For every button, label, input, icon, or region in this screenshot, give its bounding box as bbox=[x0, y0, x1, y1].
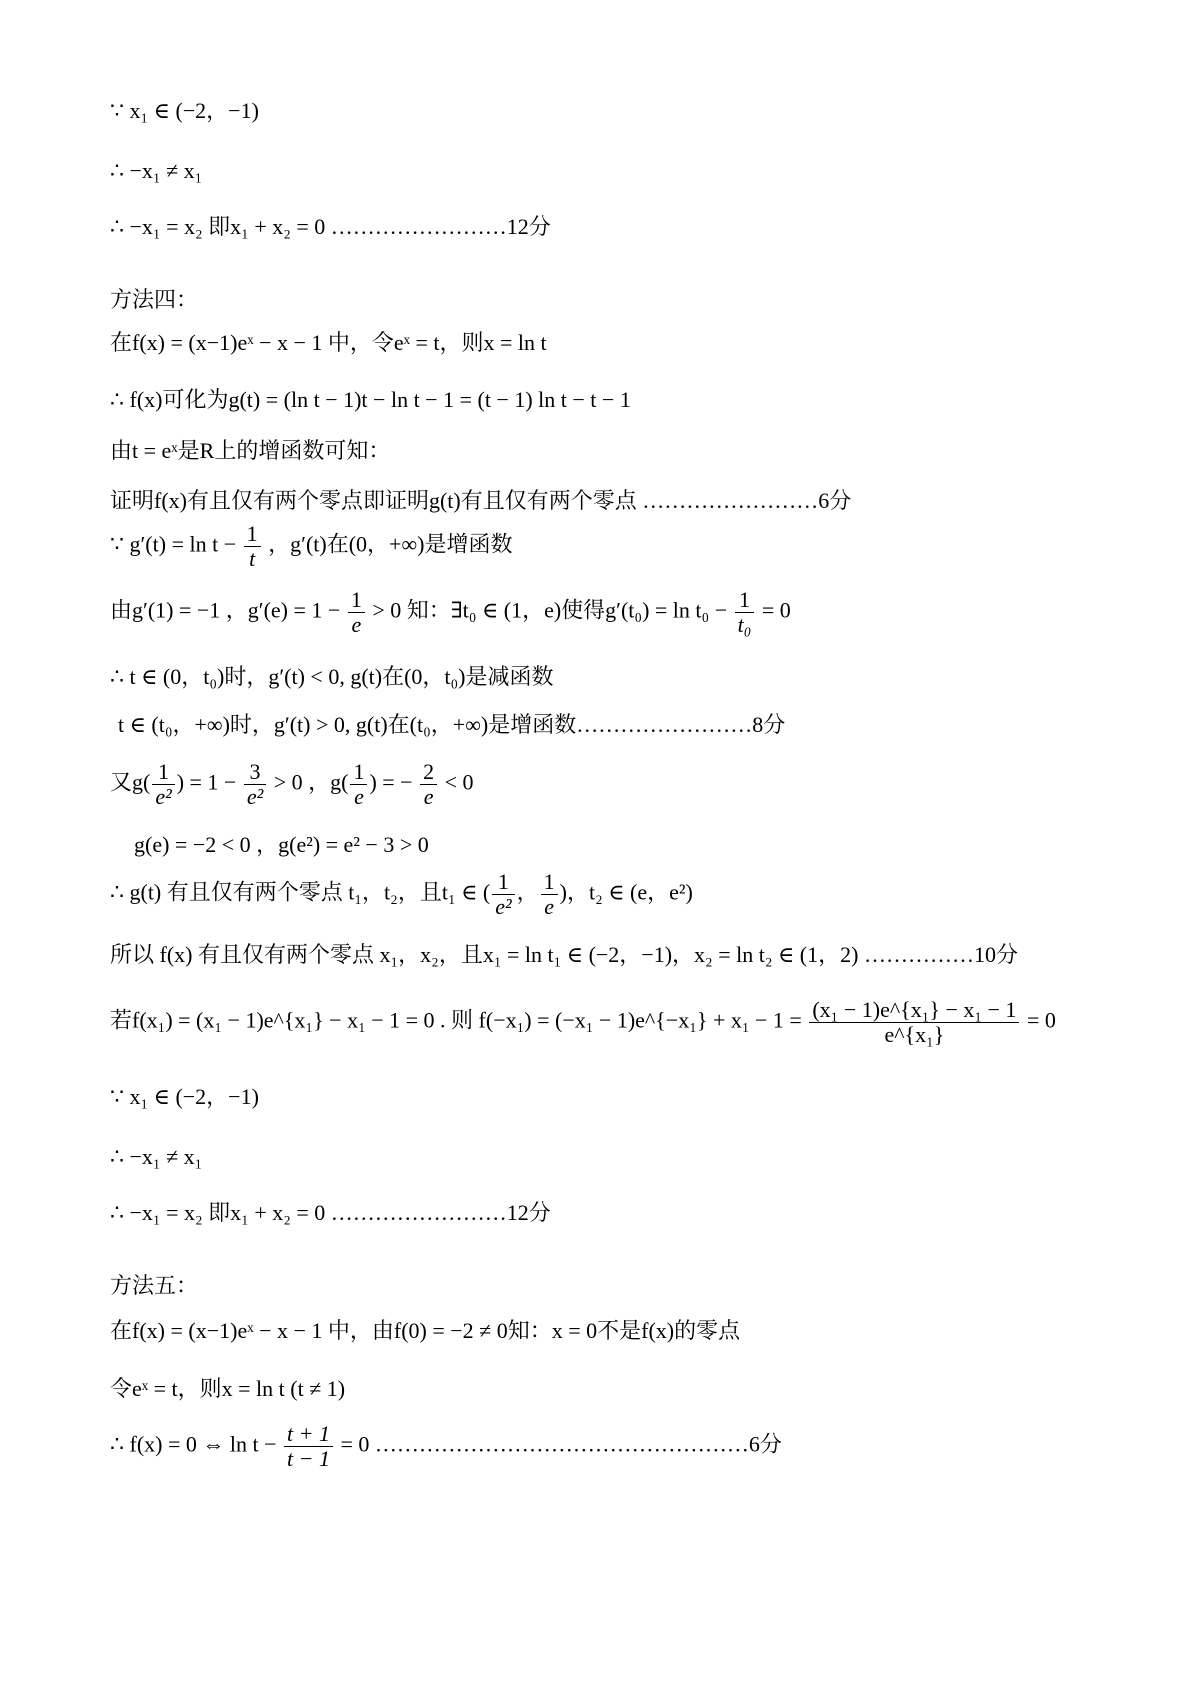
line-text: = 0 bbox=[761, 597, 791, 623]
fraction bbox=[541, 870, 558, 919]
fraction bbox=[735, 588, 755, 637]
line-text: ∴ f(x) = 0 ⇔ ln t − bbox=[110, 1431, 277, 1457]
line-text: ∵ x₁ ∈ (−2，−1) bbox=[110, 98, 259, 123]
text-line bbox=[110, 486, 851, 516]
fraction-numerator: 3 bbox=[244, 760, 266, 785]
text-line bbox=[110, 328, 547, 358]
line-text: 在f(x) = (x−1)eˣ − x − 1 中，令eˣ = t，则x = ln t bbox=[110, 330, 547, 355]
fraction-numerator: 1 bbox=[244, 522, 261, 547]
fraction-denominator: t bbox=[249, 546, 256, 572]
fraction-denominator: e² bbox=[155, 784, 172, 810]
text-line bbox=[110, 588, 791, 637]
fraction-numerator: 1 bbox=[348, 588, 365, 613]
fraction bbox=[350, 760, 367, 809]
line-text: 由t = eˣ是R上的增函数可知： bbox=[110, 438, 391, 463]
text-line bbox=[110, 760, 474, 809]
fraction bbox=[420, 760, 437, 809]
text-line bbox=[110, 940, 1018, 970]
line-text: ∴ f(x)可化为g(t) = (ln t − 1)t − ln t − 1 = (t − 1) ln t − t − 1 bbox=[110, 387, 631, 412]
separator: ， bbox=[268, 531, 291, 557]
fraction-denominator: e bbox=[423, 784, 434, 810]
line-text: ∴ −x₁ = x₂ 即x₁ + x₂ = 0 ……………………12分 bbox=[110, 1200, 551, 1225]
fraction-denominator: e bbox=[351, 612, 362, 638]
line-text: = 0 ……………………………………………6分 bbox=[340, 1431, 782, 1457]
text-line bbox=[110, 998, 1056, 1047]
fraction-numerator: t + 1 bbox=[284, 1422, 333, 1447]
text-line bbox=[110, 385, 631, 415]
heading-text: 方法四： bbox=[110, 288, 199, 313]
section-heading bbox=[110, 286, 198, 316]
text-line bbox=[110, 1316, 740, 1346]
line-text: 若f(x₁) = (x₁ − 1)e^{x₁} − x₁ − 1 = 0 . 则 f(−x₁) = (−x₁ − 1)e^{−x₁} + x₁ − 1 = bbox=[110, 1007, 802, 1033]
line-text: t ∈ (t₀，+∞)时，g′(t) > 0, g(t)在(t₀，+∞)是增函数……………………8分 bbox=[118, 712, 786, 737]
fraction-denominator: t − 1 bbox=[287, 1446, 330, 1472]
text-line bbox=[110, 1082, 259, 1112]
text-line bbox=[110, 212, 551, 242]
fraction-numerator: 1 bbox=[541, 870, 558, 895]
line-text: ) = 1 − bbox=[176, 769, 237, 795]
text-line bbox=[110, 1142, 202, 1172]
section-heading bbox=[110, 1272, 198, 1302]
fraction-numerator: (x₁ − 1)e^{x₁} − x₁ − 1 bbox=[809, 998, 1019, 1023]
fraction-denominator: e^{x₁} bbox=[884, 1022, 945, 1048]
text-line bbox=[110, 96, 259, 126]
fraction-denominator: e bbox=[354, 784, 364, 810]
fraction bbox=[244, 522, 261, 571]
text-line bbox=[110, 522, 512, 571]
line-text: > 0 知：∃t₀ ∈ (1，e)使得g′(t₀) = ln t₀ − bbox=[372, 597, 728, 623]
text-line bbox=[118, 710, 785, 740]
text-line bbox=[110, 870, 693, 919]
fraction-denominator: e² bbox=[246, 784, 264, 810]
fraction-numerator: 1 bbox=[152, 760, 174, 785]
fraction bbox=[244, 760, 266, 809]
line-text: ， bbox=[516, 879, 539, 905]
line-text: 证明f(x)有且仅有两个零点即证明g(t)有且仅有两个零点 ……………………6分 bbox=[110, 488, 852, 513]
fraction bbox=[284, 1422, 333, 1471]
fraction bbox=[348, 588, 365, 637]
line-text: > 0 ，g( bbox=[273, 769, 349, 795]
line-text: )，t₂ ∈ (e，e²) bbox=[559, 879, 693, 905]
line-text: ∵ g′(t) = ln t − bbox=[110, 531, 237, 557]
fraction-denominator: t₀ bbox=[737, 612, 752, 638]
line-text: ) = − bbox=[369, 769, 413, 795]
text-line bbox=[110, 436, 390, 466]
line-text: 所以 f(x) 有且仅有两个零点 x₁，x₂，且x₁ = ln t₁ ∈ (−2，−1)，x₂ = ln t₂ ∈ (1，2) ……………10分 bbox=[110, 942, 1018, 967]
fraction-numerator: 1 bbox=[492, 870, 514, 895]
fraction-numerator: 2 bbox=[420, 760, 437, 785]
line-text: = 0 bbox=[1026, 1007, 1056, 1033]
text-line bbox=[110, 156, 202, 186]
line-text: 在f(x) = (x−1)eˣ − x − 1 中，由f(0) = −2 ≠ 0知：x = 0不是f(x)的零点 bbox=[110, 1318, 741, 1343]
fraction bbox=[809, 998, 1019, 1047]
line-text: ∵ x₁ ∈ (−2，−1) bbox=[110, 1084, 259, 1109]
line-text: g(e) = −2 < 0 ，g(e²) = e² − 3 > 0 bbox=[134, 832, 429, 857]
line-text: 由g′(1) = −1 ， bbox=[110, 597, 248, 623]
heading-text: 方法五： bbox=[110, 1274, 199, 1299]
line-text: ∴ −x₁ = x₂ 即x₁ + x₂ = 0 ……………………12分 bbox=[110, 214, 551, 239]
line-text: 令eˣ = t，则x = ln t (t ≠ 1) bbox=[110, 1376, 346, 1401]
fraction bbox=[492, 870, 514, 919]
line-text: ∴ −x₁ ≠ x₁ bbox=[110, 1144, 203, 1169]
fraction-denominator: e² bbox=[495, 894, 512, 920]
fraction bbox=[152, 760, 174, 809]
line-text: g′(t)在(0，+∞)是增函数 bbox=[290, 531, 513, 557]
text-line bbox=[110, 1198, 551, 1228]
text-line bbox=[134, 830, 429, 860]
fraction-numerator: 1 bbox=[735, 588, 755, 613]
line-text: 又g( bbox=[110, 769, 151, 795]
text-line bbox=[110, 1422, 782, 1471]
line-text: ∴ −x₁ ≠ x₁ bbox=[110, 158, 203, 183]
line-text: ∴ t ∈ (0，t₀)时，g′(t) < 0, g(t)在(0，t₀)是减函数 bbox=[110, 664, 554, 689]
fraction-denominator: e bbox=[544, 894, 554, 920]
fraction-numerator: 1 bbox=[350, 760, 367, 785]
text-line bbox=[110, 1374, 345, 1404]
line-text: ∴ g(t) 有且仅有两个零点 t₁，t₂，且t₁ ∈ ( bbox=[110, 879, 491, 905]
text-line bbox=[110, 662, 554, 692]
line-text: g′(e) = 1 − bbox=[247, 597, 341, 623]
line-text: < 0 bbox=[444, 769, 474, 795]
